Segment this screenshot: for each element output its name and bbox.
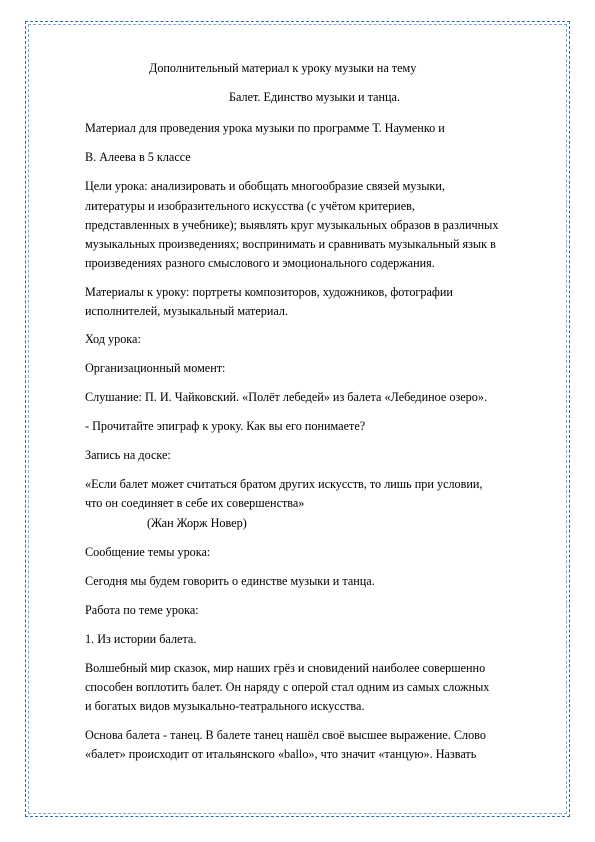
topic-message: Сообщение темы урока: xyxy=(85,545,211,559)
lesson-progress: Ход урока: xyxy=(85,332,141,346)
quote-author: (Жан Жорж Новер) xyxy=(147,516,247,530)
epigraph-question: - Прочитайте эпиграф к уроку. Как вы его понимаете? xyxy=(85,419,366,433)
listening-line: Слушание: П. И. Чайковский. «Полёт лебедей» из балета «Лебединое озеро». xyxy=(85,390,488,404)
basis-line-1: Основа балета - танец. В балете танец нашёл своё высшее выражение. Слово xyxy=(85,728,486,742)
org-moment: Организационный момент: xyxy=(85,361,226,375)
materials-line-1: Материалы к уроку: портреты композиторов, художников, фотографии xyxy=(85,285,453,299)
program-line-1: Материал для проведения урока музыки по программе Т. Науменко и xyxy=(85,121,445,135)
goals-line-3: представленных в учебнике); выявлять круг музыкальных образов в различных xyxy=(85,218,499,232)
document-subtitle: Балет. Единство музыки и танца. xyxy=(229,90,400,104)
history-heading: 1. Из истории балета. xyxy=(85,632,197,646)
quote-line-1: «Если балет может считаться братом других искусств, то лишь при условии, xyxy=(85,477,483,491)
basis-line-2: «балет» происходит от итальянского «ballo», что значит «танцую». Назвать xyxy=(85,747,477,761)
program-line-2: В. Алеева в 5 классе xyxy=(85,150,191,164)
materials-line-2: исполнителей, музыкальный материал. xyxy=(85,304,289,318)
board-note: Запись на доске: xyxy=(85,448,171,462)
magic-world-line-1: Волшебный мир сказок, мир наших грёз и сновидений наиболее совершенно xyxy=(85,661,486,675)
goals-line-2: литературы и изобразительного искусства (с учётом критериев, xyxy=(85,199,415,213)
quote-line-2: что он соединяет в себе их совершенства» xyxy=(85,496,305,510)
today-line: Сегодня мы будем говорить о единстве музыки и танца. xyxy=(85,574,375,588)
goals-line-1: Цели урока: анализировать и обобщать многообразие связей музыки, xyxy=(85,179,445,193)
goals-line-4: музыкальных произведениях; воспринимать и сравнивать музыкальный язык в xyxy=(85,237,496,251)
magic-world-line-3: и богатых видов музыкально-театрального искусства. xyxy=(85,699,365,713)
magic-world-line-2: способен воплотить балет. Он наряду с оперой стал одним из самых сложных xyxy=(85,680,490,694)
work-on-topic: Работа по теме урока: xyxy=(85,603,199,617)
document-title: Дополнительный материал к уроку музыки на тему xyxy=(149,61,417,75)
goals-line-5: произведениях разного смыслового и эмоционального содержания. xyxy=(85,256,435,270)
